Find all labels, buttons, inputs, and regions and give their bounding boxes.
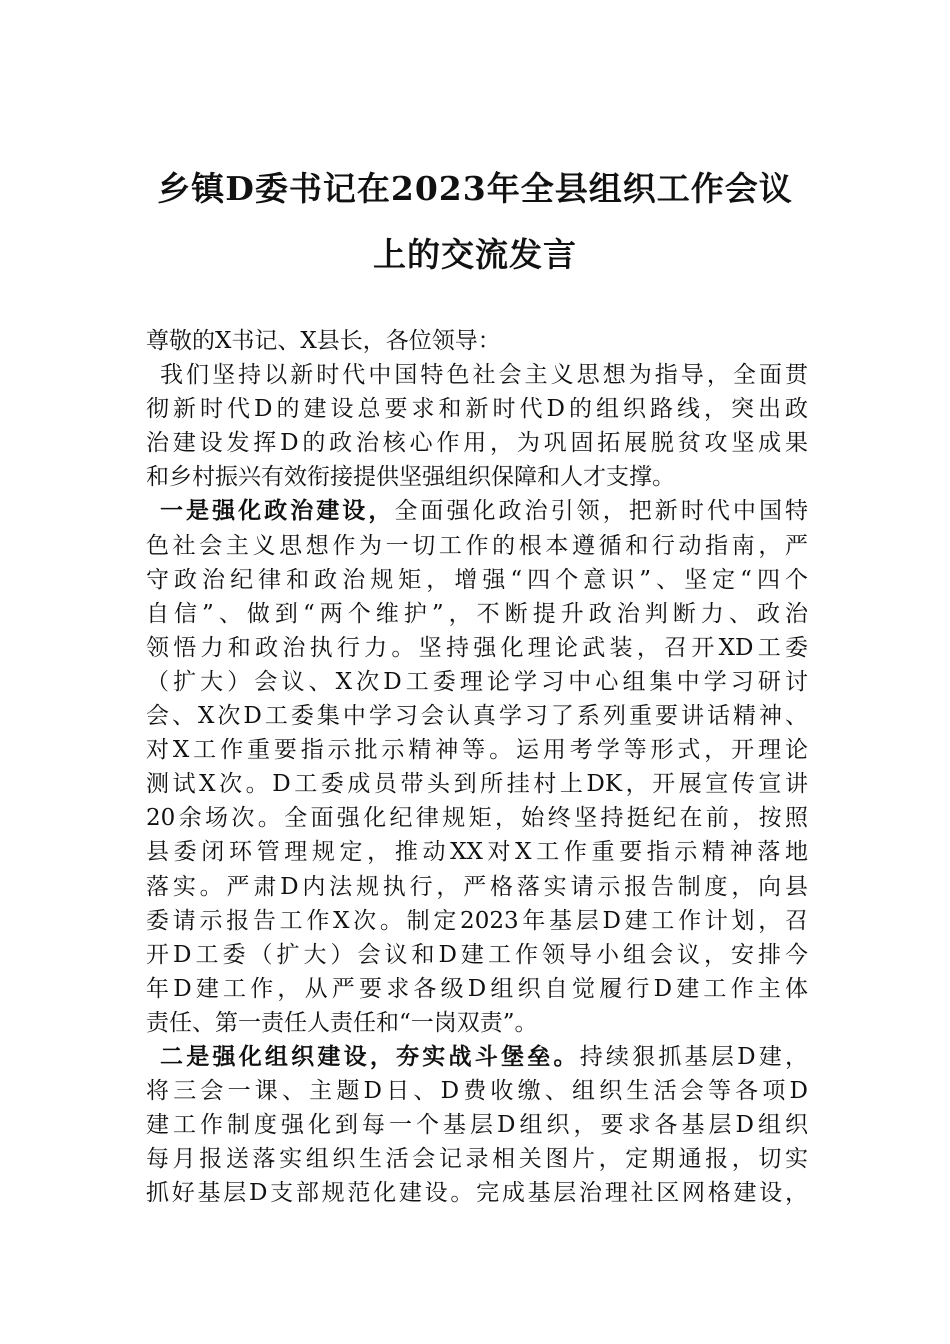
paragraph-2-first-line [146, 494, 808, 528]
salutation: 尊敬的X书记、X县长，各位领导： [146, 328, 501, 354]
paragraph-2-line: 色社会主义思想作为一切工作的根本遵循和行动指南，严 [146, 532, 808, 559]
paragraph-2-heading: 一是强化政治建设， [160, 497, 395, 525]
paragraph-2-line: （扩大）会议、X次D工委理论学习中心组集中学习研讨 [146, 668, 808, 695]
paragraph-1-line: 和乡村振兴有效衔接提供坚强组织保障和人才支撑。 [146, 464, 675, 491]
paragraph-2-line: 年D建工作，从严要求各级D组织自觉履行D建工作主体 [146, 975, 808, 1002]
paragraph-2-line: 开D工委（扩大）会议和D建工作领导小组会议，安排今 [146, 941, 808, 968]
paragraph-2-line: 县委闭环管理规定，推动XX对X工作重要指示精神落地 [146, 839, 808, 866]
paragraph-2-line: 守政治纪律和政治规矩，增强“四个意识”、坚定“四个 [146, 566, 808, 593]
paragraph-2-line: 对X工作重要指示批示精神等。运用考学等形式，开理论 [146, 737, 808, 764]
document-body [146, 324, 808, 1210]
paragraph-2-line: 20余场次。全面强化纪律规矩，始终坚持挺纪在前，按照 [146, 805, 808, 832]
document-title-line-2: 上的交流发言 [373, 235, 577, 274]
paragraph-2-line: 自信”、做到“两个维护”，不断提升政治判断力、政治 [146, 600, 808, 627]
paragraph-3-line: 每月报送落实组织生活会记录相关图片，定期通报，切实 [146, 1146, 808, 1173]
paragraph-1-line: 我们坚持以新时代中国特色社会主义思想为指导，全面贯 [160, 362, 808, 389]
paragraph-2-line: 领悟力和政治执行力。坚持强化理论武装，召开XD工委 [146, 634, 808, 661]
paragraph-2-line: 责任、第一责任人责任和“一岗双责”。 [146, 1009, 538, 1036]
paragraph-3-line: 建工作制度强化到每一个基层D组织，要求各基层D组织 [146, 1112, 808, 1139]
document-title-line-1: 乡镇D委书记在2023年全县组织工作会议 [157, 169, 793, 208]
paragraph-3-line: 持续狠抓基层D建， [579, 1043, 808, 1070]
paragraph-2-line: 会、X次D工委集中学习会认真学习了系列重要讲话精神、 [146, 703, 808, 730]
paragraph-2-line: 测试X次。D工委成员带头到所挂村上DK，开展宣传宣讲 [146, 771, 808, 798]
paragraph-3-first-line [146, 1040, 808, 1074]
paragraph-3-heading: 二是强化组织建设，夯实战斗堡垒。 [160, 1042, 580, 1070]
paragraph-2-line: 委请示报告工作X次。制定2023年基层D建工作计划，召 [146, 907, 808, 934]
paragraph-2-line: 落实。严肃D内法规执行，严格落实请示报告制度，向县 [146, 873, 808, 900]
paragraph-1-line: 彻新时代D的建设总要求和新时代D的组织路线，突出政 [146, 396, 808, 423]
paragraph-3-line: 抓好基层D支部规范化建设。完成基层治理社区网格建设， [146, 1180, 808, 1207]
paragraph-3-line: 将三会一课、主题D日、D费收缴、组织生活会等各项D [146, 1078, 808, 1105]
paragraph-1-line: 治建设发挥D的政治核心作用，为巩固拓展脱贫攻坚成果 [146, 430, 808, 457]
paragraph-2-line: 全面强化政治引领，把新时代中国特 [394, 498, 809, 525]
